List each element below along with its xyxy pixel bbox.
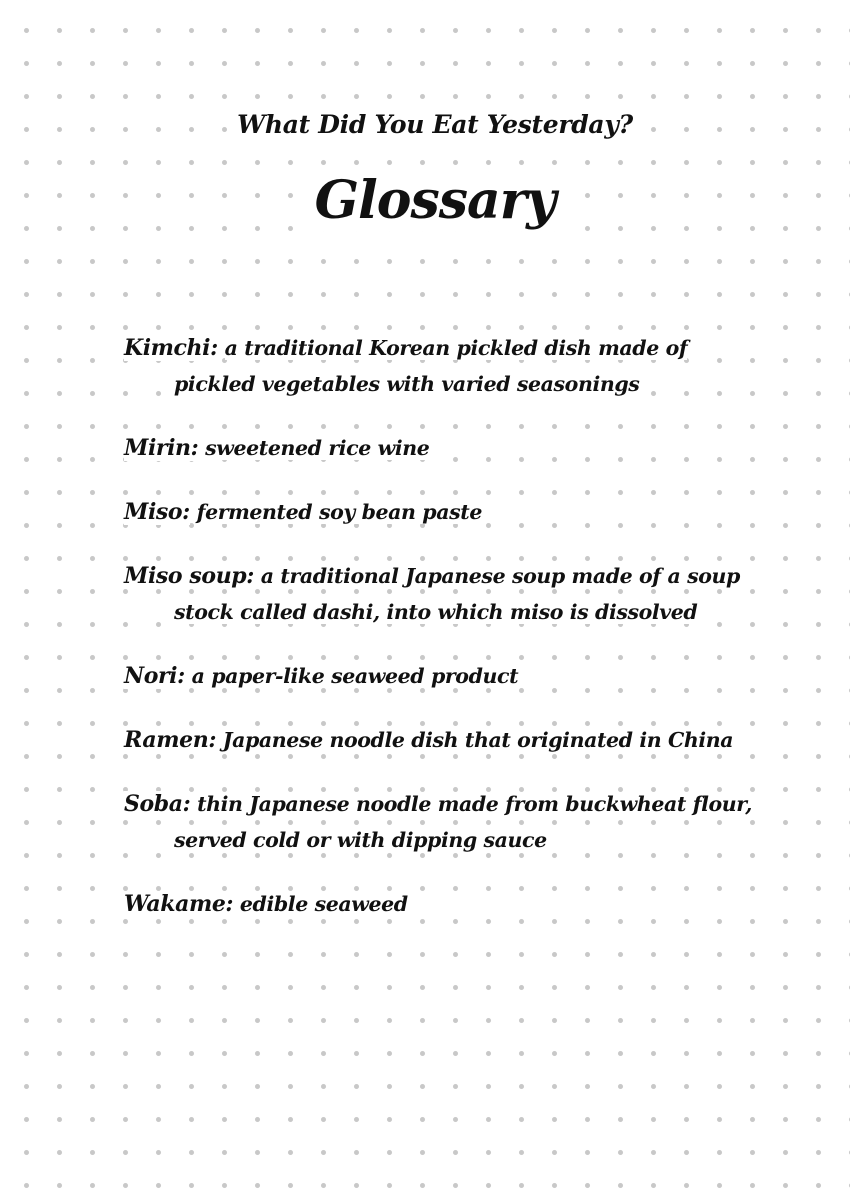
glossary-entry — [124, 494, 764, 530]
glossary-definition: edible seaweed — [239, 892, 408, 916]
glossary-entry — [124, 786, 764, 858]
glossary-entry — [124, 330, 764, 402]
glossary-term: Miso soup: — [124, 563, 254, 589]
glossary-term: Wakame: — [124, 891, 234, 917]
glossary-term: Soba: — [124, 791, 191, 817]
glossary-list — [124, 330, 764, 950]
glossary-definition: fermented soy bean paste — [196, 500, 482, 524]
glossary-term: Ramen: — [124, 727, 217, 753]
glossary-definition: a traditional Japanese soup made of a soup stock called dashi, into which miso is dissolved — [174, 564, 740, 624]
glossary-term: Miso: — [124, 499, 190, 525]
glossary-term: Nori: — [124, 663, 185, 689]
header — [0, 108, 850, 141]
glossary-term: Kimchi: — [124, 335, 218, 361]
glossary-definition: sweetened rice wine — [205, 436, 430, 460]
series-title: What Did You Eat Yesterday? — [231, 108, 639, 141]
glossary-entry — [124, 886, 764, 922]
glossary-definition: thin Japanese noodle made from buckwheat flour, served cold or with dipping sauce — [174, 792, 752, 852]
glossary-entry — [124, 430, 764, 466]
glossary-entry — [124, 722, 764, 758]
glossary-definition: Japanese noodle dish that originated in China — [222, 728, 734, 752]
glossary-entry — [124, 658, 764, 694]
glossary-entry — [124, 558, 764, 630]
glossary-term: Mirin: — [124, 435, 199, 461]
glossary-definition: a traditional Korean pickled dish made of pickled vegetables with varied seasonings — [174, 336, 688, 396]
glossary-definition: a paper-like seaweed product — [191, 664, 519, 688]
page-title: Glossary — [307, 170, 564, 231]
page-title-wrapper — [0, 170, 850, 231]
